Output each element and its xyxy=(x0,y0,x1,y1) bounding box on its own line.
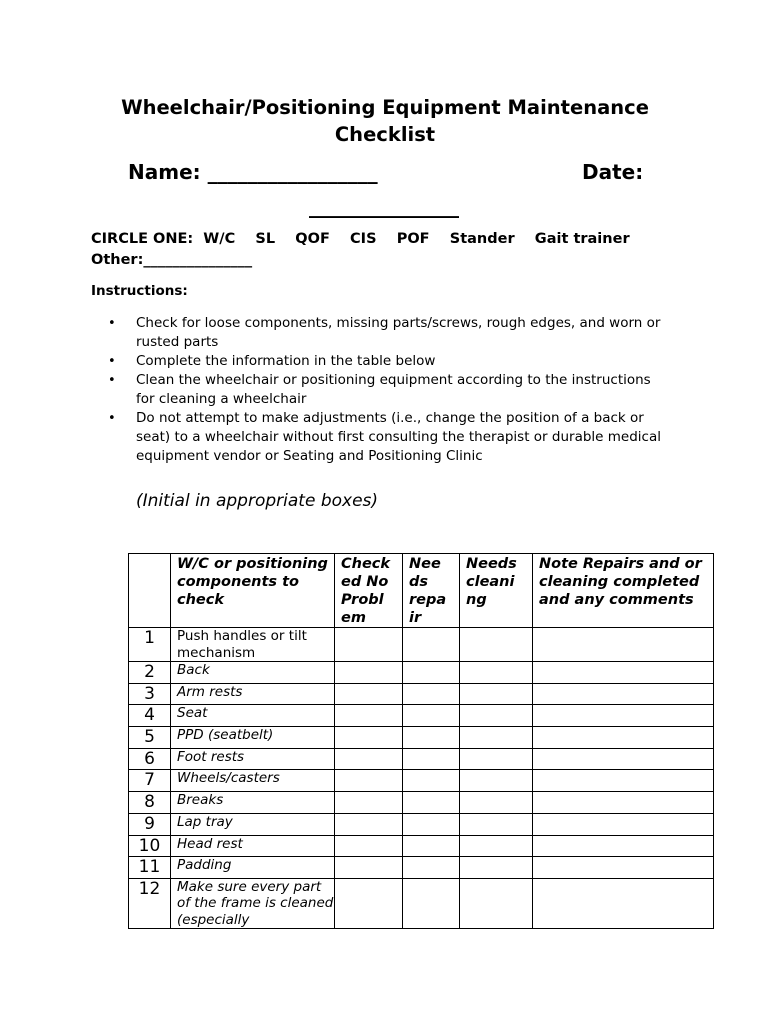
notes-cell[interactable] xyxy=(533,662,714,684)
bullet-icon: • xyxy=(108,354,116,369)
repair-cell[interactable] xyxy=(403,770,460,792)
instructions-heading: Instructions: xyxy=(91,283,188,299)
row-component: PPD (seatbelt) xyxy=(171,727,335,749)
notes-cell[interactable] xyxy=(533,813,714,835)
maintenance-checklist-table xyxy=(128,553,714,929)
row-number: 8 xyxy=(129,792,171,814)
table-row xyxy=(129,770,714,792)
checked-cell[interactable] xyxy=(335,662,403,684)
other-field: Other:_______________ xyxy=(91,252,253,268)
table-row xyxy=(129,857,714,879)
checked-cell[interactable] xyxy=(335,705,403,727)
table-row xyxy=(129,628,714,662)
cleaning-cell[interactable] xyxy=(460,792,533,814)
row-component: Foot rests xyxy=(171,748,335,770)
row-number: 11 xyxy=(129,857,171,879)
cleaning-cell[interactable] xyxy=(460,878,533,929)
checked-cell[interactable] xyxy=(335,748,403,770)
table-row xyxy=(129,792,714,814)
instructions-list xyxy=(106,314,666,466)
cleaning-cell[interactable] xyxy=(460,628,533,662)
header-needs-repair: Nee ds repa ir xyxy=(403,554,460,628)
row-number: 12 xyxy=(129,878,171,929)
checked-cell[interactable] xyxy=(335,792,403,814)
header-needs-cleaning: Needs cleani ng xyxy=(460,554,533,628)
checked-cell[interactable] xyxy=(335,857,403,879)
notes-cell[interactable] xyxy=(533,705,714,727)
notes-cell[interactable] xyxy=(533,683,714,705)
repair-cell[interactable] xyxy=(403,878,460,929)
table-row xyxy=(129,662,714,684)
checked-cell[interactable] xyxy=(335,813,403,835)
bullet-icon: • xyxy=(108,373,116,388)
list-item: • Complete the information in the table below xyxy=(108,353,436,369)
repair-cell[interactable] xyxy=(403,662,460,684)
notes-cell[interactable] xyxy=(533,727,714,749)
table-row xyxy=(129,683,714,705)
row-number: 4 xyxy=(129,705,171,727)
table-row xyxy=(129,705,714,727)
checked-cell[interactable] xyxy=(335,835,403,857)
repair-cell[interactable] xyxy=(403,835,460,857)
repair-cell[interactable] xyxy=(403,683,460,705)
row-number: 5 xyxy=(129,727,171,749)
cleaning-cell[interactable] xyxy=(460,813,533,835)
row-component: Arm rests xyxy=(171,683,335,705)
header-notes: Note Repairs and or cleaning completed and any comments xyxy=(533,554,714,628)
cleaning-cell[interactable] xyxy=(460,705,533,727)
row-number: 2 xyxy=(129,662,171,684)
row-number: 7 xyxy=(129,770,171,792)
row-number: 9 xyxy=(129,813,171,835)
notes-cell[interactable] xyxy=(533,835,714,857)
row-component: Lap tray xyxy=(171,813,335,835)
cleaning-cell[interactable] xyxy=(460,857,533,879)
row-component: Push handles or tilt mechanism xyxy=(171,628,335,662)
row-component: Wheels/casters xyxy=(171,770,335,792)
repair-cell[interactable] xyxy=(403,628,460,662)
date-field-line: _______________ xyxy=(309,194,459,218)
table-row xyxy=(129,835,714,857)
repair-cell[interactable] xyxy=(403,705,460,727)
equipment-type-selector xyxy=(91,229,630,271)
table-row xyxy=(129,727,714,749)
cleaning-cell[interactable] xyxy=(460,662,533,684)
repair-cell[interactable] xyxy=(403,857,460,879)
table-row xyxy=(129,748,714,770)
row-component: Make sure every part of the frame is cleaned (especially xyxy=(171,878,335,929)
notes-cell[interactable] xyxy=(533,878,714,929)
table-header-row xyxy=(129,554,714,628)
cleaning-cell[interactable] xyxy=(460,727,533,749)
row-number: 3 xyxy=(129,683,171,705)
table-row xyxy=(129,878,714,929)
page-title: Wheelchair/Positioning Equipment Maintenance Checklist xyxy=(121,96,649,146)
cleaning-cell[interactable] xyxy=(460,770,533,792)
header-component: W/C or positioning components to check xyxy=(171,554,335,628)
cleaning-cell[interactable] xyxy=(460,748,533,770)
list-item: • Check for loose components, missing parts/screws, rough edges, and worn or rusted parts xyxy=(108,315,661,350)
repair-cell[interactable] xyxy=(403,727,460,749)
initial-note: (Initial in appropriate boxes) xyxy=(136,491,379,511)
header-number xyxy=(129,554,171,628)
repair-cell[interactable] xyxy=(403,792,460,814)
bullet-icon: • xyxy=(108,316,116,331)
repair-cell[interactable] xyxy=(403,813,460,835)
checked-cell[interactable] xyxy=(335,628,403,662)
bullet-icon: • xyxy=(108,411,116,426)
row-component: Seat xyxy=(171,705,335,727)
row-component: Padding xyxy=(171,857,335,879)
name-date-row xyxy=(128,160,648,184)
notes-cell[interactable] xyxy=(533,748,714,770)
checked-cell[interactable] xyxy=(335,878,403,929)
circle-one-options: CIRCLE ONE: W/C SL QOF CIS POF Stander Gait trainer xyxy=(91,231,630,247)
date-field-label: Date: xyxy=(582,160,644,184)
notes-cell[interactable] xyxy=(533,792,714,814)
cleaning-cell[interactable] xyxy=(460,835,533,857)
row-number: 10 xyxy=(129,835,171,857)
list-item: • Clean the wheelchair or positioning equipment according to the instructions for cleaning a wheelchair xyxy=(108,372,651,407)
row-component: Breaks xyxy=(171,792,335,814)
list-item: • Do not attempt to make adjustments (i.e., change the position of a back or seat) to a wheelchair without first consulting the therapist or durable medical equipment vendor or Seating and Positioning Clinic xyxy=(108,410,661,464)
header-checked-no-problem: Check ed No Probl em xyxy=(335,554,403,628)
row-component: Back xyxy=(171,662,335,684)
name-field-label: Name: _________________ xyxy=(128,160,378,184)
row-number: 6 xyxy=(129,748,171,770)
checked-cell[interactable] xyxy=(335,727,403,749)
cleaning-cell[interactable] xyxy=(460,683,533,705)
row-component: Head rest xyxy=(171,835,335,857)
checked-cell[interactable] xyxy=(335,770,403,792)
row-number: 1 xyxy=(129,628,171,662)
notes-cell[interactable] xyxy=(533,857,714,879)
table-row xyxy=(129,813,714,835)
notes-cell[interactable] xyxy=(533,628,714,662)
notes-cell[interactable] xyxy=(533,770,714,792)
checked-cell[interactable] xyxy=(335,683,403,705)
repair-cell[interactable] xyxy=(403,748,460,770)
